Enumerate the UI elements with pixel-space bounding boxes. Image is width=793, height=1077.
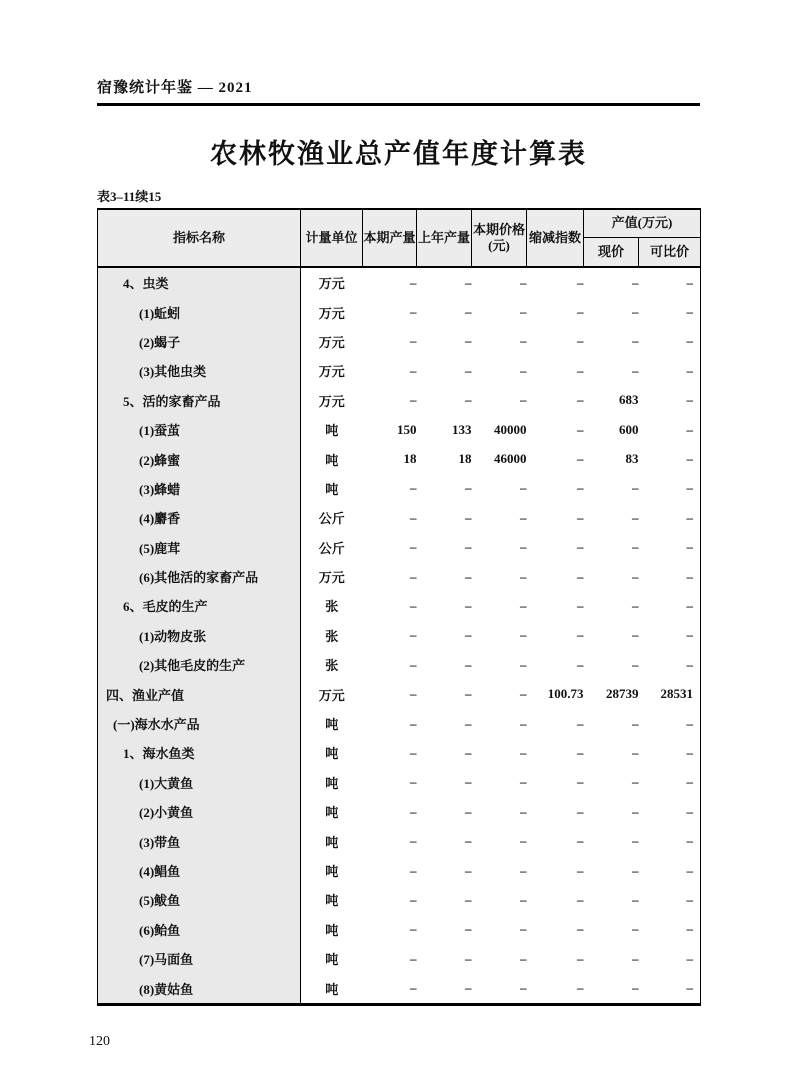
col-header-comparable-price: 可比价 bbox=[639, 238, 701, 268]
value-cell: – bbox=[520, 921, 527, 937]
value-cell: – bbox=[686, 480, 694, 496]
value-cell: – bbox=[632, 656, 639, 672]
value-cell: – bbox=[632, 774, 639, 790]
table-row bbox=[98, 356, 701, 385]
value-cell: – bbox=[465, 833, 472, 849]
value-cell: – bbox=[686, 891, 694, 907]
indicator-name-cell: (7)马面鱼 bbox=[98, 944, 301, 973]
unit-cell: 吨 bbox=[325, 864, 339, 879]
value-cell: – bbox=[686, 921, 694, 937]
value-cell: – bbox=[686, 274, 694, 290]
value-cell: – bbox=[520, 686, 527, 702]
indicator-name-cell: 5、活的家畜产品 bbox=[98, 386, 301, 415]
value-cell: – bbox=[686, 509, 694, 525]
indicator-name-cell: (2)蜂蜜 bbox=[98, 444, 301, 473]
value-cell: – bbox=[686, 421, 694, 437]
value-cell: – bbox=[520, 862, 527, 878]
value-cell: – bbox=[520, 744, 527, 760]
value-cell: – bbox=[632, 921, 639, 937]
value-cell: – bbox=[410, 803, 417, 819]
indicator-name-cell: (1)蚯蚓 bbox=[98, 297, 301, 326]
value-cell: – bbox=[520, 656, 527, 672]
value-cell: 40000 bbox=[494, 421, 527, 437]
table-label: 表3–11续15 bbox=[97, 189, 162, 204]
unit-cell: 吨 bbox=[325, 746, 339, 762]
indicator-name-cell: (6)其他活的家畜产品 bbox=[98, 562, 301, 591]
value-cell: – bbox=[520, 539, 527, 555]
value-cell: – bbox=[686, 833, 694, 849]
table-row bbox=[98, 944, 701, 973]
value-cell: – bbox=[520, 891, 527, 907]
value-cell: – bbox=[410, 950, 417, 966]
table-row bbox=[98, 885, 701, 914]
value-cell: – bbox=[577, 891, 584, 907]
value-cell: – bbox=[520, 627, 527, 643]
value-cell: – bbox=[577, 392, 584, 408]
unit-cell: 公斤 bbox=[318, 511, 345, 527]
table-row bbox=[98, 973, 701, 1004]
unit-cell: 万元 bbox=[318, 570, 345, 586]
value-cell: 150 bbox=[397, 421, 417, 437]
value-cell: – bbox=[632, 744, 639, 760]
value-cell: – bbox=[465, 480, 472, 496]
unit-cell: 万元 bbox=[318, 393, 345, 409]
value-cell: – bbox=[410, 304, 417, 320]
indicator-name-cell: 4、虫类 bbox=[98, 267, 301, 297]
value-cell: – bbox=[410, 480, 417, 496]
page-number: 120 bbox=[89, 1033, 110, 1049]
value-cell: – bbox=[520, 392, 527, 408]
value-cell: – bbox=[632, 568, 639, 584]
value-cell: – bbox=[686, 715, 694, 731]
unit-cell: 张 bbox=[325, 599, 339, 615]
page-content bbox=[89, 0, 700, 1050]
value-cell: – bbox=[577, 509, 584, 525]
value-cell: – bbox=[465, 392, 472, 408]
value-cell: – bbox=[465, 686, 472, 702]
value-cell: – bbox=[465, 774, 472, 790]
value-cell: – bbox=[577, 568, 584, 584]
value-cell: – bbox=[632, 480, 639, 496]
value-cell: – bbox=[520, 304, 527, 320]
col-header-current-output: 本期产量 bbox=[363, 209, 417, 267]
indicator-name-cell: (一)海水水产品 bbox=[98, 709, 301, 738]
table-row bbox=[98, 679, 701, 708]
value-cell: – bbox=[577, 597, 584, 613]
value-cell: – bbox=[410, 715, 417, 731]
value-cell: – bbox=[686, 627, 694, 643]
value-cell: – bbox=[520, 803, 527, 819]
indicator-name-cell: (5)鹿茸 bbox=[98, 533, 301, 562]
value-cell: – bbox=[520, 715, 527, 731]
value-cell: – bbox=[632, 891, 639, 907]
value-cell: – bbox=[632, 539, 639, 555]
unit-cell: 吨 bbox=[325, 805, 339, 821]
price-label-line1: 本期价格 bbox=[472, 221, 525, 237]
table-row bbox=[98, 267, 701, 297]
value-cell: – bbox=[465, 950, 472, 966]
indicator-name-cell: (6)鲐鱼 bbox=[98, 915, 301, 944]
indicator-name-cell: (5)鲅鱼 bbox=[98, 885, 301, 914]
table-row bbox=[98, 738, 701, 767]
col-header-deflator: 缩减指数 bbox=[527, 209, 584, 267]
value-cell: – bbox=[465, 362, 472, 378]
col-header-prev-output: 上年产量 bbox=[417, 209, 472, 267]
table-header bbox=[98, 209, 701, 267]
value-cell: – bbox=[465, 627, 472, 643]
value-cell: – bbox=[686, 980, 694, 996]
value-cell: – bbox=[577, 862, 584, 878]
value-cell: – bbox=[465, 274, 472, 290]
value-cell: – bbox=[410, 597, 417, 613]
value-cell: – bbox=[520, 950, 527, 966]
value-cell: – bbox=[520, 597, 527, 613]
indicator-name-cell: (4)鲳鱼 bbox=[98, 856, 301, 885]
table-row bbox=[98, 533, 701, 562]
value-cell: – bbox=[520, 980, 527, 996]
value-cell: – bbox=[577, 539, 584, 555]
indicator-name-cell: (1)大黄鱼 bbox=[98, 768, 301, 797]
value-cell: – bbox=[465, 980, 472, 996]
col-header-indicator: 指标名称 bbox=[98, 209, 301, 267]
table-row bbox=[98, 503, 701, 532]
value-cell: 83 bbox=[625, 451, 639, 467]
value-cell: – bbox=[632, 597, 639, 613]
value-cell: – bbox=[686, 656, 694, 672]
value-cell: – bbox=[520, 774, 527, 790]
unit-cell: 公斤 bbox=[318, 540, 345, 556]
unit-cell: 万元 bbox=[318, 305, 345, 321]
unit-cell: 吨 bbox=[325, 893, 339, 909]
indicator-name-cell: 6、毛皮的生产 bbox=[98, 591, 301, 620]
indicator-name-cell: (1)蚕茧 bbox=[98, 415, 301, 444]
value-cell: – bbox=[577, 362, 584, 378]
value-cell: – bbox=[410, 774, 417, 790]
value-cell: – bbox=[686, 950, 694, 966]
indicator-name-cell: (3)其他虫类 bbox=[98, 356, 301, 385]
value-cell: – bbox=[465, 656, 472, 672]
unit-cell: 吨 bbox=[325, 834, 339, 850]
indicator-name-cell: (4)麝香 bbox=[98, 503, 301, 532]
value-cell: – bbox=[577, 774, 584, 790]
unit-cell: 吨 bbox=[325, 423, 339, 439]
value-cell: – bbox=[577, 950, 584, 966]
indicator-name-cell: 1、海水鱼类 bbox=[98, 738, 301, 767]
value-cell: – bbox=[410, 862, 417, 878]
value-cell: – bbox=[632, 627, 639, 643]
value-cell: 100.73 bbox=[547, 686, 584, 702]
table-row bbox=[98, 621, 701, 650]
col-header-price bbox=[472, 209, 527, 267]
value-cell: – bbox=[577, 304, 584, 320]
value-cell: – bbox=[632, 803, 639, 819]
value-cell: – bbox=[577, 656, 584, 672]
value-cell: – bbox=[410, 333, 417, 349]
value-cell: – bbox=[465, 509, 472, 525]
value-cell: 28739 bbox=[606, 686, 639, 702]
value-cell: – bbox=[465, 715, 472, 731]
table-row bbox=[98, 650, 701, 679]
unit-cell: 万元 bbox=[318, 334, 345, 350]
value-cell: – bbox=[686, 304, 694, 320]
value-cell: – bbox=[686, 392, 694, 408]
value-cell: – bbox=[410, 891, 417, 907]
indicator-name-cell: (3)带鱼 bbox=[98, 826, 301, 855]
table-row bbox=[98, 768, 701, 797]
value-cell: – bbox=[632, 333, 639, 349]
table-row bbox=[98, 826, 701, 855]
indicator-name-cell: (3)蜂蜡 bbox=[98, 474, 301, 503]
value-cell: – bbox=[577, 421, 584, 437]
value-cell: – bbox=[686, 568, 694, 584]
value-cell: – bbox=[577, 715, 584, 731]
value-cell: – bbox=[686, 451, 694, 467]
value-cell: – bbox=[686, 774, 694, 790]
indicator-name-cell: (2)其他毛皮的生产 bbox=[98, 650, 301, 679]
unit-cell: 吨 bbox=[325, 981, 339, 997]
value-cell: – bbox=[410, 921, 417, 937]
value-cell: – bbox=[465, 862, 472, 878]
value-cell: – bbox=[520, 274, 527, 290]
table-row bbox=[98, 709, 701, 738]
value-cell: – bbox=[465, 803, 472, 819]
value-cell: – bbox=[632, 304, 639, 320]
value-cell: – bbox=[410, 392, 417, 408]
value-cell: 18 bbox=[458, 451, 472, 467]
value-cell: – bbox=[632, 362, 639, 378]
value-cell: – bbox=[686, 803, 694, 819]
value-cell: – bbox=[465, 304, 472, 320]
table-row bbox=[98, 591, 701, 620]
value-cell: – bbox=[632, 833, 639, 849]
value-cell: – bbox=[632, 980, 639, 996]
table-row bbox=[98, 856, 701, 885]
value-cell: – bbox=[577, 274, 584, 290]
value-cell: – bbox=[465, 568, 472, 584]
indicator-name-cell: (2)蝎子 bbox=[98, 327, 301, 356]
value-cell: – bbox=[577, 627, 584, 643]
value-cell: – bbox=[577, 480, 584, 496]
value-cell: – bbox=[410, 686, 417, 702]
indicator-name-cell: (1)动物皮张 bbox=[98, 621, 301, 650]
value-cell: – bbox=[632, 950, 639, 966]
table-row bbox=[98, 562, 701, 591]
value-cell: – bbox=[465, 597, 472, 613]
value-cell: – bbox=[632, 715, 639, 731]
table-row bbox=[98, 386, 701, 415]
value-cell: – bbox=[410, 362, 417, 378]
value-cell: – bbox=[410, 274, 417, 290]
unit-cell: 万元 bbox=[318, 364, 345, 380]
value-cell: – bbox=[577, 921, 584, 937]
value-cell: – bbox=[465, 333, 472, 349]
value-cell: – bbox=[632, 862, 639, 878]
value-cell: – bbox=[520, 509, 527, 525]
value-cell: 600 bbox=[619, 421, 639, 437]
table-row bbox=[98, 444, 701, 473]
col-header-value-group: 产值(万元) bbox=[584, 209, 701, 238]
unit-cell: 吨 bbox=[325, 952, 339, 968]
value-cell: – bbox=[465, 744, 472, 760]
unit-cell: 吨 bbox=[325, 775, 339, 791]
value-cell: – bbox=[577, 833, 584, 849]
col-header-current-price: 现价 bbox=[584, 238, 639, 268]
indicator-name-cell: 四、渔业产值 bbox=[98, 679, 301, 708]
value-cell: 18 bbox=[403, 451, 417, 467]
table-row bbox=[98, 415, 701, 444]
price-label-line2: (元) bbox=[488, 238, 510, 253]
unit-cell: 万元 bbox=[318, 687, 345, 703]
value-cell: 28531 bbox=[660, 686, 694, 702]
table-row bbox=[98, 474, 701, 503]
value-cell: – bbox=[686, 744, 694, 760]
value-cell: – bbox=[520, 480, 527, 496]
unit-cell: 张 bbox=[325, 628, 339, 644]
indicator-name-cell: (2)小黄鱼 bbox=[98, 797, 301, 826]
table-row bbox=[98, 327, 701, 356]
value-cell: – bbox=[632, 274, 639, 290]
value-cell: – bbox=[686, 539, 694, 555]
value-cell: – bbox=[410, 833, 417, 849]
value-cell: 683 bbox=[619, 392, 639, 408]
value-cell: – bbox=[520, 568, 527, 584]
page-title: 农林牧渔业总产值年度计算表 bbox=[210, 139, 587, 169]
value-cell: – bbox=[686, 362, 694, 378]
value-cell: – bbox=[410, 627, 417, 643]
value-cell: – bbox=[577, 744, 584, 760]
table-row bbox=[98, 915, 701, 944]
unit-cell: 张 bbox=[325, 658, 339, 674]
unit-cell: 万元 bbox=[318, 276, 345, 292]
value-cell: – bbox=[410, 744, 417, 760]
value-cell: – bbox=[465, 891, 472, 907]
value-cell: – bbox=[520, 333, 527, 349]
value-cell: 46000 bbox=[494, 451, 527, 467]
value-cell: – bbox=[577, 451, 584, 467]
value-cell: – bbox=[577, 803, 584, 819]
table-row bbox=[98, 297, 701, 326]
value-cell: – bbox=[465, 539, 472, 555]
value-cell: – bbox=[632, 509, 639, 525]
value-cell: – bbox=[577, 333, 584, 349]
indicator-name-cell: (8)黄姑鱼 bbox=[98, 973, 301, 1004]
col-header-unit: 计量单位 bbox=[301, 209, 363, 267]
value-cell: – bbox=[410, 656, 417, 672]
value-cell: – bbox=[410, 980, 417, 996]
unit-cell: 吨 bbox=[325, 452, 339, 468]
table-row bbox=[98, 797, 701, 826]
value-cell: – bbox=[410, 509, 417, 525]
value-cell: – bbox=[686, 597, 694, 613]
value-cell: – bbox=[410, 539, 417, 555]
book-title: 宿豫统计年鉴 — 2021 bbox=[97, 80, 253, 96]
value-cell: – bbox=[520, 362, 527, 378]
unit-cell: 吨 bbox=[325, 481, 339, 497]
value-cell: – bbox=[465, 921, 472, 937]
value-cell: – bbox=[577, 980, 584, 996]
value-cell: – bbox=[410, 568, 417, 584]
running-header bbox=[97, 76, 700, 106]
table-body bbox=[98, 267, 701, 1004]
value-cell: 133 bbox=[452, 421, 472, 437]
unit-cell: 吨 bbox=[325, 922, 339, 938]
unit-cell: 吨 bbox=[325, 717, 339, 733]
value-cell: – bbox=[686, 862, 694, 878]
statistics-table bbox=[97, 208, 701, 1006]
value-cell: – bbox=[686, 333, 694, 349]
value-cell: – bbox=[520, 833, 527, 849]
